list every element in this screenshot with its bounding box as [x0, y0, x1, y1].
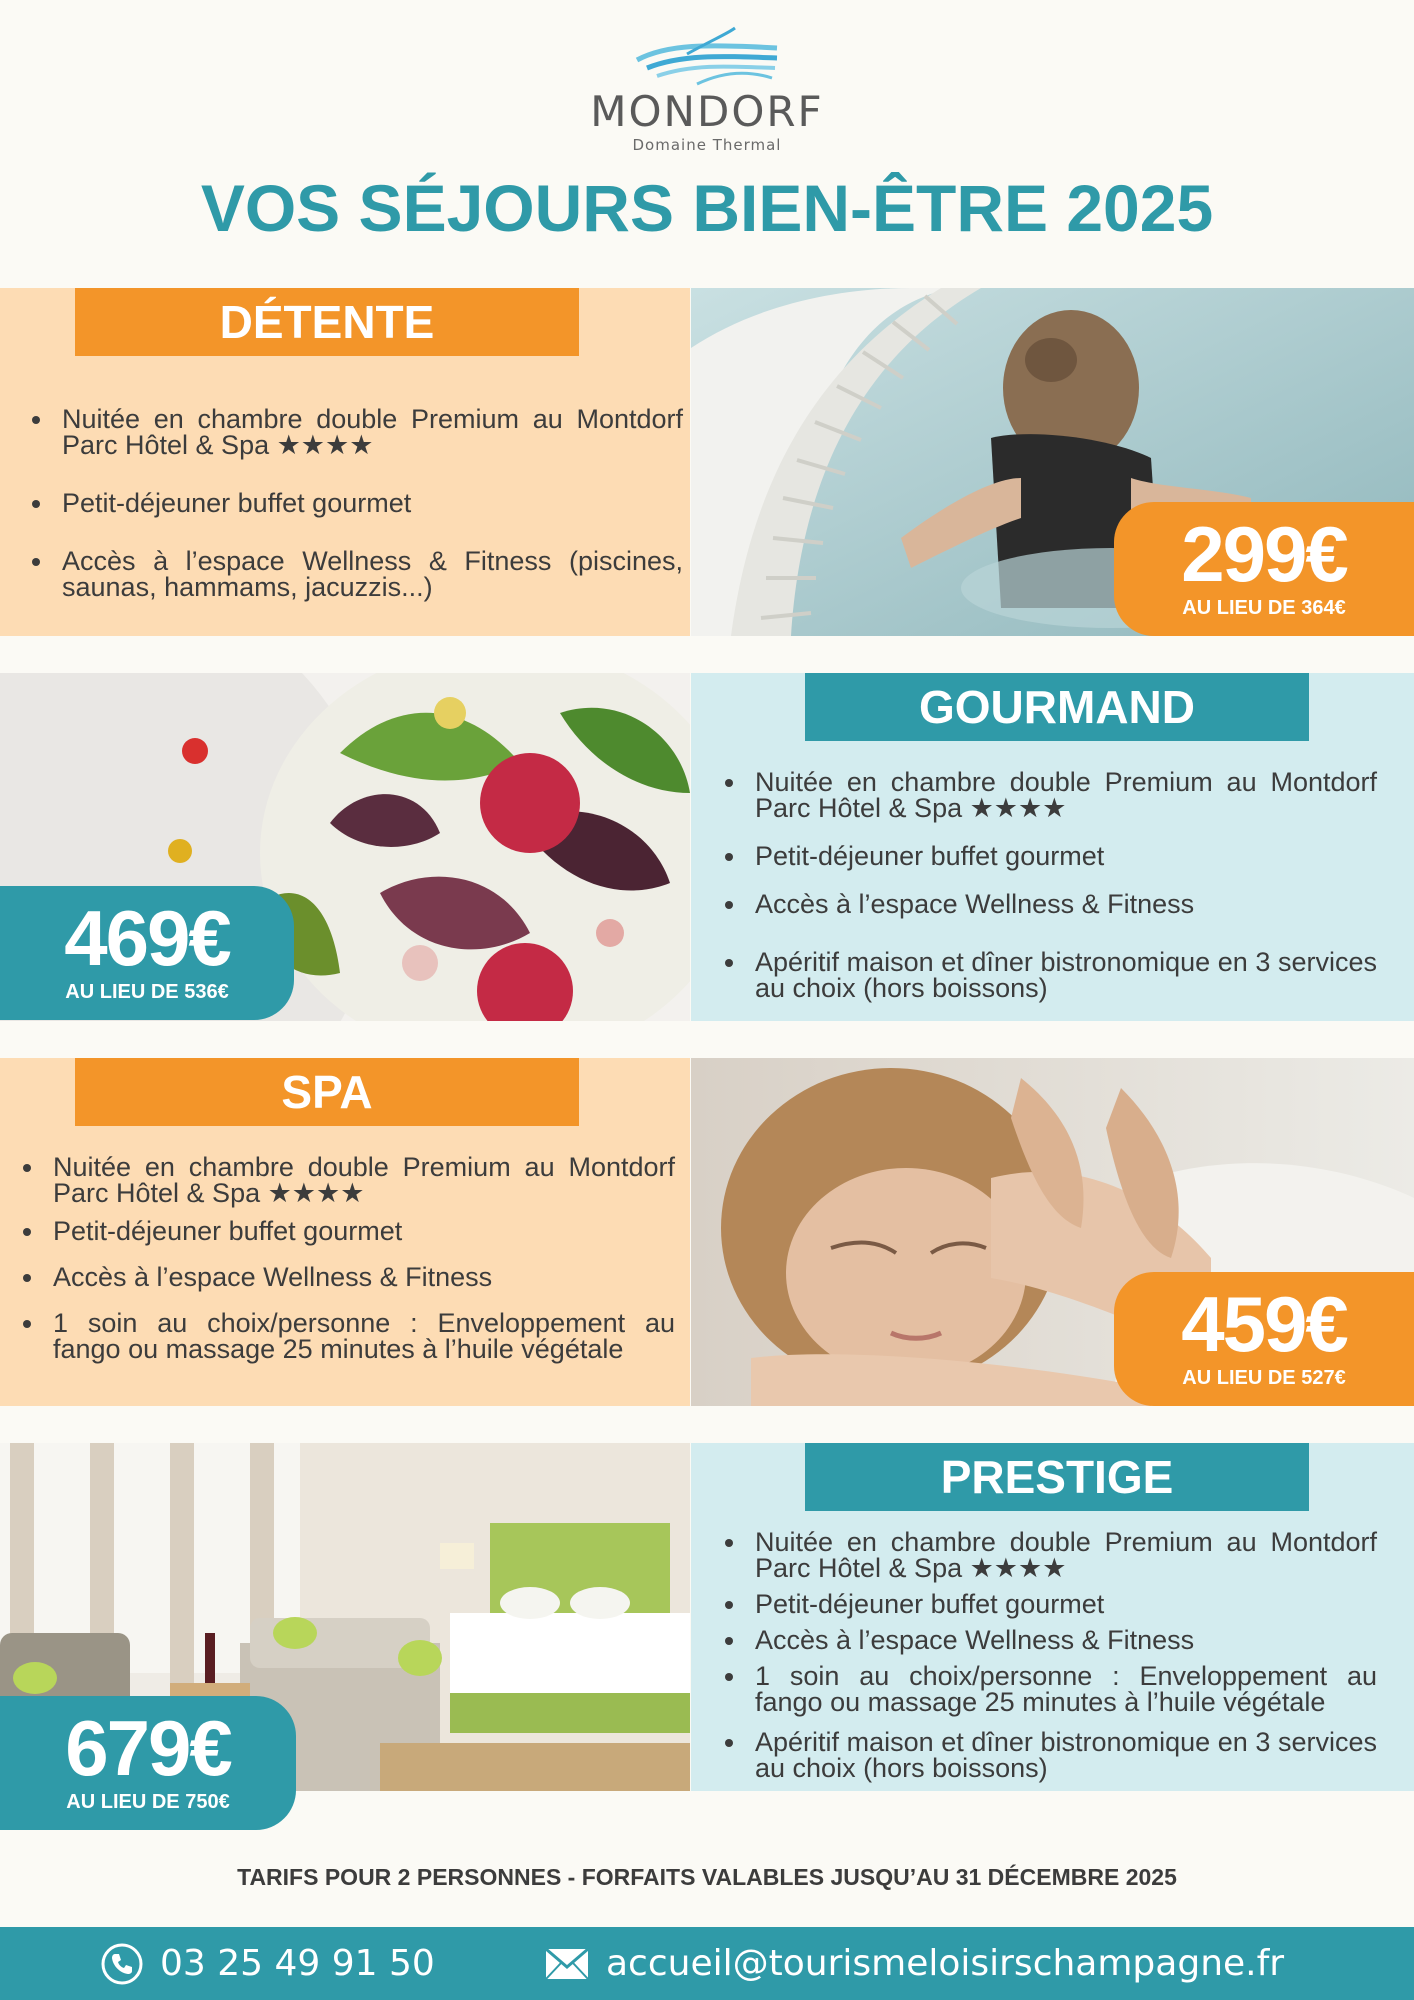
package-title: PRESTIGE: [805, 1443, 1309, 1511]
list-item: Petit-déjeuner buffet gourmet: [721, 843, 1377, 869]
list-item: Accès à l’espace Wellness & Fitness: [19, 1264, 675, 1290]
list-item: 1 soin au choix/personne : Enveloppement au fango ou massage 25 minutes à l’huile végétale: [19, 1310, 675, 1362]
list-item: Petit-déjeuner buffet gourmet: [721, 1591, 1377, 1617]
package-info-panel: [0, 288, 690, 636]
price-badge: [0, 886, 294, 1020]
list-item: Apéritif maison et dîner bistronomique en 3 services au choix (hors boissons): [721, 1729, 1377, 1781]
feature-list: [19, 1154, 675, 1362]
list-item: Accès à l’espace Wellness & Fitness: [721, 1627, 1377, 1653]
header: [0, 0, 1414, 288]
page-title: VOS SÉJOURS BIEN-ÊTRE 2025: [200, 171, 1214, 245]
package-spa: [0, 1058, 1414, 1406]
price-amount: 299€: [1181, 510, 1347, 598]
phone-number: 03 25 49 91 50: [160, 1943, 435, 1984]
list-item: Petit-déjeuner buffet gourmet: [19, 1218, 675, 1244]
package-info-panel: [0, 1058, 690, 1406]
list-item: Nuitée en chambre double Premium au Montdorf Parc Hôtel & Spa ★★★★: [19, 1154, 675, 1206]
brand-name: MONDORF: [590, 87, 824, 136]
phone-icon: [100, 1942, 144, 1986]
old-price: AU LIEU DE 527€: [1182, 1367, 1346, 1389]
contact-bar: [0, 1927, 1414, 2000]
email-contact[interactable]: [544, 1927, 1284, 2000]
list-item: Accès à l’espace Wellness & Fitness (piscines, saunas, hammams, jacuzzis...): [28, 548, 683, 600]
old-price: AU LIEU DE 364€: [1182, 597, 1346, 619]
package-prestige: [0, 1443, 1414, 1813]
feature-list: [28, 406, 683, 600]
feature-list: [721, 1529, 1377, 1781]
list-item: Accès à l’espace Wellness & Fitness: [721, 891, 1377, 917]
validity-note: TARIFS POUR 2 PERSONNES - FORFAITS VALABLES JUSQU’AU 31 DÉCEMBRE 2025: [237, 1864, 1177, 1890]
list-item: 1 soin au choix/personne : Enveloppement au fango ou massage 25 minutes à l’huile végétale: [721, 1663, 1377, 1715]
wave-logo-icon: [627, 26, 787, 88]
mondorf-logo: [557, 26, 857, 156]
package-info-panel: [691, 673, 1414, 1021]
price-badge: [1114, 502, 1414, 636]
price-amount: 679€: [65, 1704, 231, 1792]
package-title: SPA: [75, 1058, 579, 1126]
email-address: accueil@tourismeloisirschampagne.fr: [606, 1943, 1285, 1984]
list-item: Apéritif maison et dîner bistronomique en 3 services au choix (hors boissons): [721, 949, 1377, 1001]
package-title: DÉTENTE: [75, 288, 579, 356]
brand-tagline: Domaine Thermal: [632, 136, 782, 154]
price-amount: 459€: [1181, 1280, 1347, 1368]
price-badge: [1114, 1272, 1414, 1406]
package-gourmand: [0, 673, 1414, 1021]
old-price: AU LIEU DE 536€: [65, 981, 229, 1003]
old-price: AU LIEU DE 750€: [66, 1791, 230, 1813]
package-detente: [0, 288, 1414, 636]
package-title: GOURMAND: [805, 673, 1309, 741]
list-item: Nuitée en chambre double Premium au Montdorf Parc Hôtel & Spa ★★★★: [721, 769, 1377, 821]
package-info-panel: [691, 1443, 1414, 1791]
price-badge: [0, 1696, 296, 1830]
list-item: Petit-déjeuner buffet gourmet: [28, 490, 683, 516]
list-item: Nuitée en chambre double Premium au Montdorf Parc Hôtel & Spa ★★★★: [28, 406, 683, 458]
phone-contact[interactable]: [100, 1927, 435, 2000]
feature-list: [721, 769, 1377, 1001]
list-item: Nuitée en chambre double Premium au Montdorf Parc Hôtel & Spa ★★★★: [721, 1529, 1377, 1581]
price-amount: 469€: [64, 894, 230, 982]
envelope-icon: [544, 1947, 590, 1981]
